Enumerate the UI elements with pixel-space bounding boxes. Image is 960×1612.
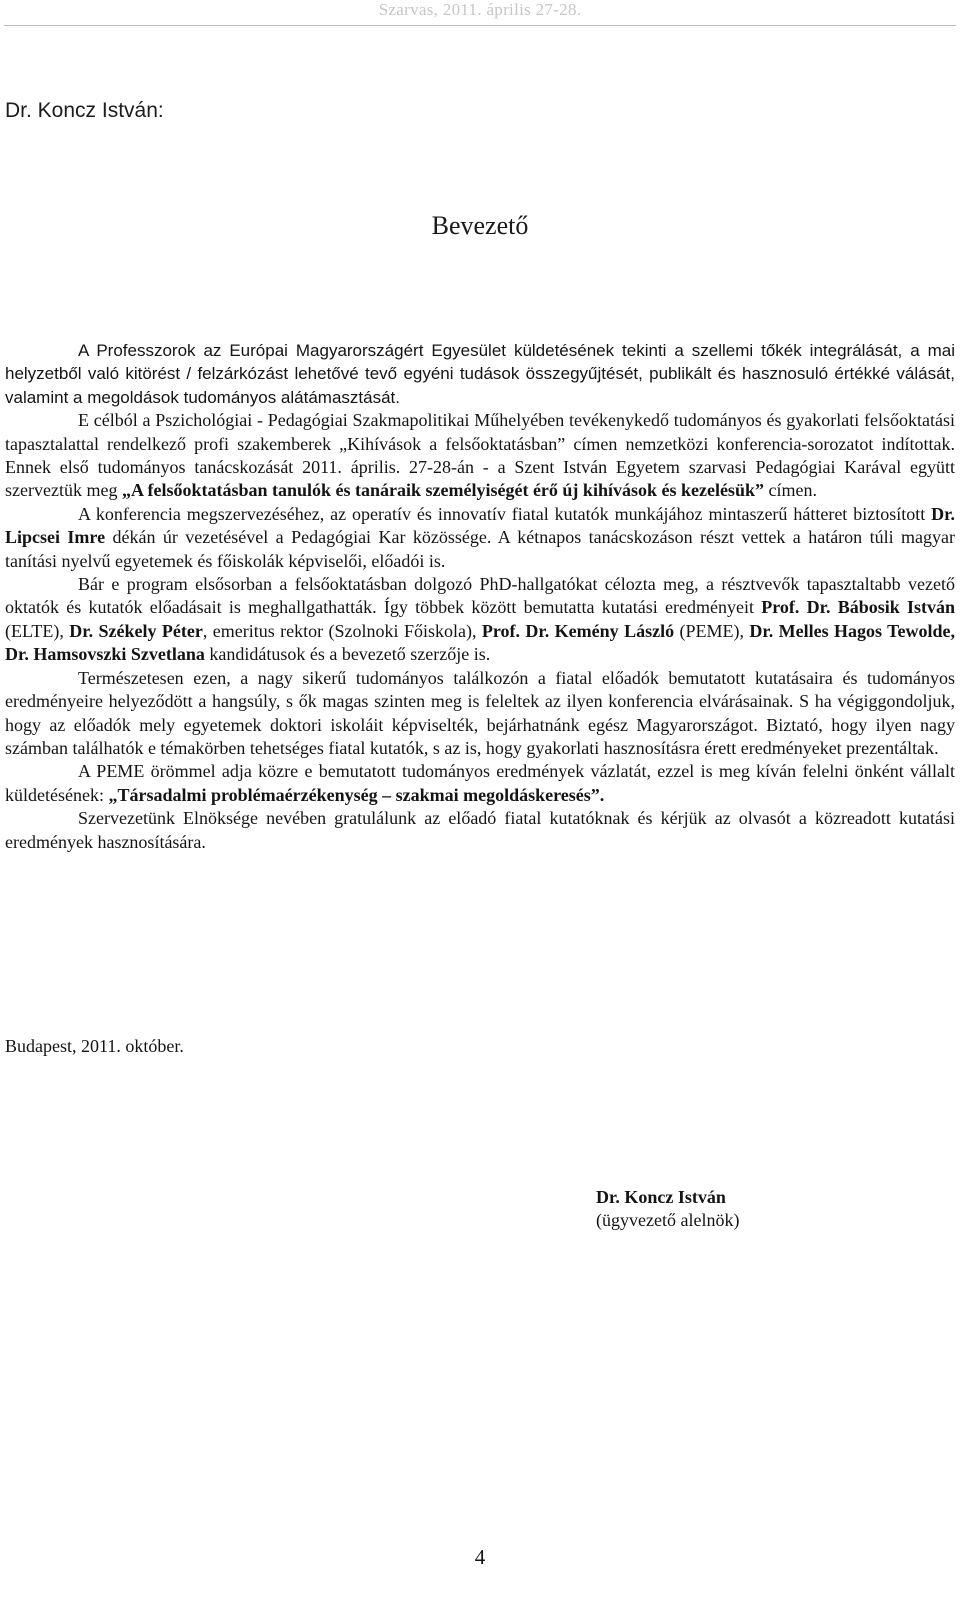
- paragraph-2-text-c: címen.: [763, 480, 817, 501]
- body-text: [5, 339, 955, 854]
- running-header: Szarvas, 2011. április 27-28.: [378, 0, 582, 19]
- paragraph-2: [5, 409, 955, 503]
- page-number: 4: [474, 1545, 486, 1569]
- speaker-names-4: Dr. Melles Hagos Tewolde, Dr. Hamsovszki Szvetlana: [5, 620, 955, 665]
- paragraph-4-text-g: (PEME),: [674, 620, 750, 641]
- paragraph-1: [5, 339, 955, 409]
- paragraph-5-text: Természetesen ezen, a nagy sikerű tudományos találkozón a fiatal előadók bemutatott kutatásaira és tudományos eredményeire helyeződött a hangsúly, s ők magas szinten meg is feleltek az ilyen konferencia elvárásainak. S ha végiggondoljuk, hogy az előadók mely egyetemek doktori iskoláit képviselték, bejárhatnánk egész Magyarországot. Biztató, hogy ilyen nagy számban találhatók e témakörben tehetséges fiatal kutatók, s az is, hogy gyakorlati hasznosításra érett eredményeket prezentáltak.: [5, 667, 955, 758]
- header-rule: [4, 25, 956, 26]
- paragraph-1-text: A Professzorok az Európai Magyarországért Egyesület küldetésének tekinti a szellemi tőkék integrálását, a mai helyzetből való kitörést / felzárkózást lehetővé tevő egyéni tudások összegyűjtését, publikált és hasznosuló értékké válását, valamint a megoldások tudományos alátámasztását.: [5, 341, 955, 407]
- paragraph-4-text-i: kandidátusok és a bevezető szerzője is.: [204, 644, 491, 665]
- paragraph-7: [5, 807, 955, 854]
- dean-name: Dr. Lipcsei Imre: [5, 503, 955, 548]
- signature-block: [596, 1186, 739, 1232]
- paragraph-2-text-a: E célból a Pszichológiai - Pedagógiai Szakmapolitikai Műhelyében tevékenykedő tudományos és gyakorlati felsőoktatási tapasztalattal rendelkező profi szakemberek „Kihívások a felsőoktatásban” címen nemzetközi konferencia-sorozatot indítottak. Ennek első tudományos tanácskozását 2011. április. 27-28-án - a Szent István Egyetem szarvasi Pedagógiai Karával együtt szerveztük meg: [5, 410, 955, 501]
- paragraph-3-text-a: A konferencia megszervezéséhez, az operatív és innovatív fiatal kutatók munkájához mintaszerű hátteret biztosított: [78, 503, 932, 524]
- conference-title: „A felsőoktatásban tanulók és tanáraik személyiségét érő új kihívások és kezelésük”: [121, 480, 764, 501]
- paragraph-4-text-a: Bár e program elsősorban a felsőoktatásban dolgozó PhD-hallgatókat célozta meg, a résztvevők tapasztaltabb vezető oktatók és kutatók előadásait is meghallgathatták. Így többek között bemutatta kutatási eredményeit: [5, 574, 955, 618]
- paragraph-4: [5, 573, 955, 667]
- paragraph-5: [5, 667, 955, 761]
- speaker-name-3: Prof. Dr. Kemény László: [481, 620, 675, 641]
- paragraph-4-text-c: (ELTE),: [5, 620, 70, 641]
- page-title: Bevezető: [431, 211, 529, 240]
- speaker-name-2: Dr. Székely Péter: [69, 620, 203, 641]
- paragraph-6: [5, 760, 955, 807]
- author-line: Dr. Koncz István:: [5, 99, 164, 122]
- paragraph-6-text-a: A PEME örömmel adja közre e bemutatott tudományos eredmények vázlatát, ezzel is meg kíván felelni önként vállalt küldetésének:: [5, 761, 955, 805]
- paragraph-3-text-c: dékán úr vezetésével a Pedagógiai Kar közössége. A kétnapos tanácskozáson részt vettek a határon túli magyar tanítási nyelvű egyetemek és főiskolák képviselői, előadói is.: [5, 527, 955, 571]
- place-date: Budapest, 2011. október.: [5, 1036, 184, 1056]
- paragraph-4-text-e: , emeritus rektor (Szolnoki Főiskola),: [202, 620, 482, 641]
- signature-name: Dr. Koncz István: [596, 1187, 726, 1207]
- signature-role: (ügyvezető alelnök): [596, 1210, 740, 1230]
- speaker-name-1: Prof. Dr. Bábosik István: [761, 597, 955, 618]
- paragraph-7-text: Szervezetünk Elnöksége nevében gratulálunk az előadó fiatal kutatóknak és kérjük az olvasót a közreadott kutatási eredmények hasznosítására.: [5, 808, 955, 852]
- paragraph-3: [5, 503, 955, 573]
- mission-motto: „Társadalmi problémaérzékenység – szakmai megoldáskeresés”.: [108, 784, 605, 805]
